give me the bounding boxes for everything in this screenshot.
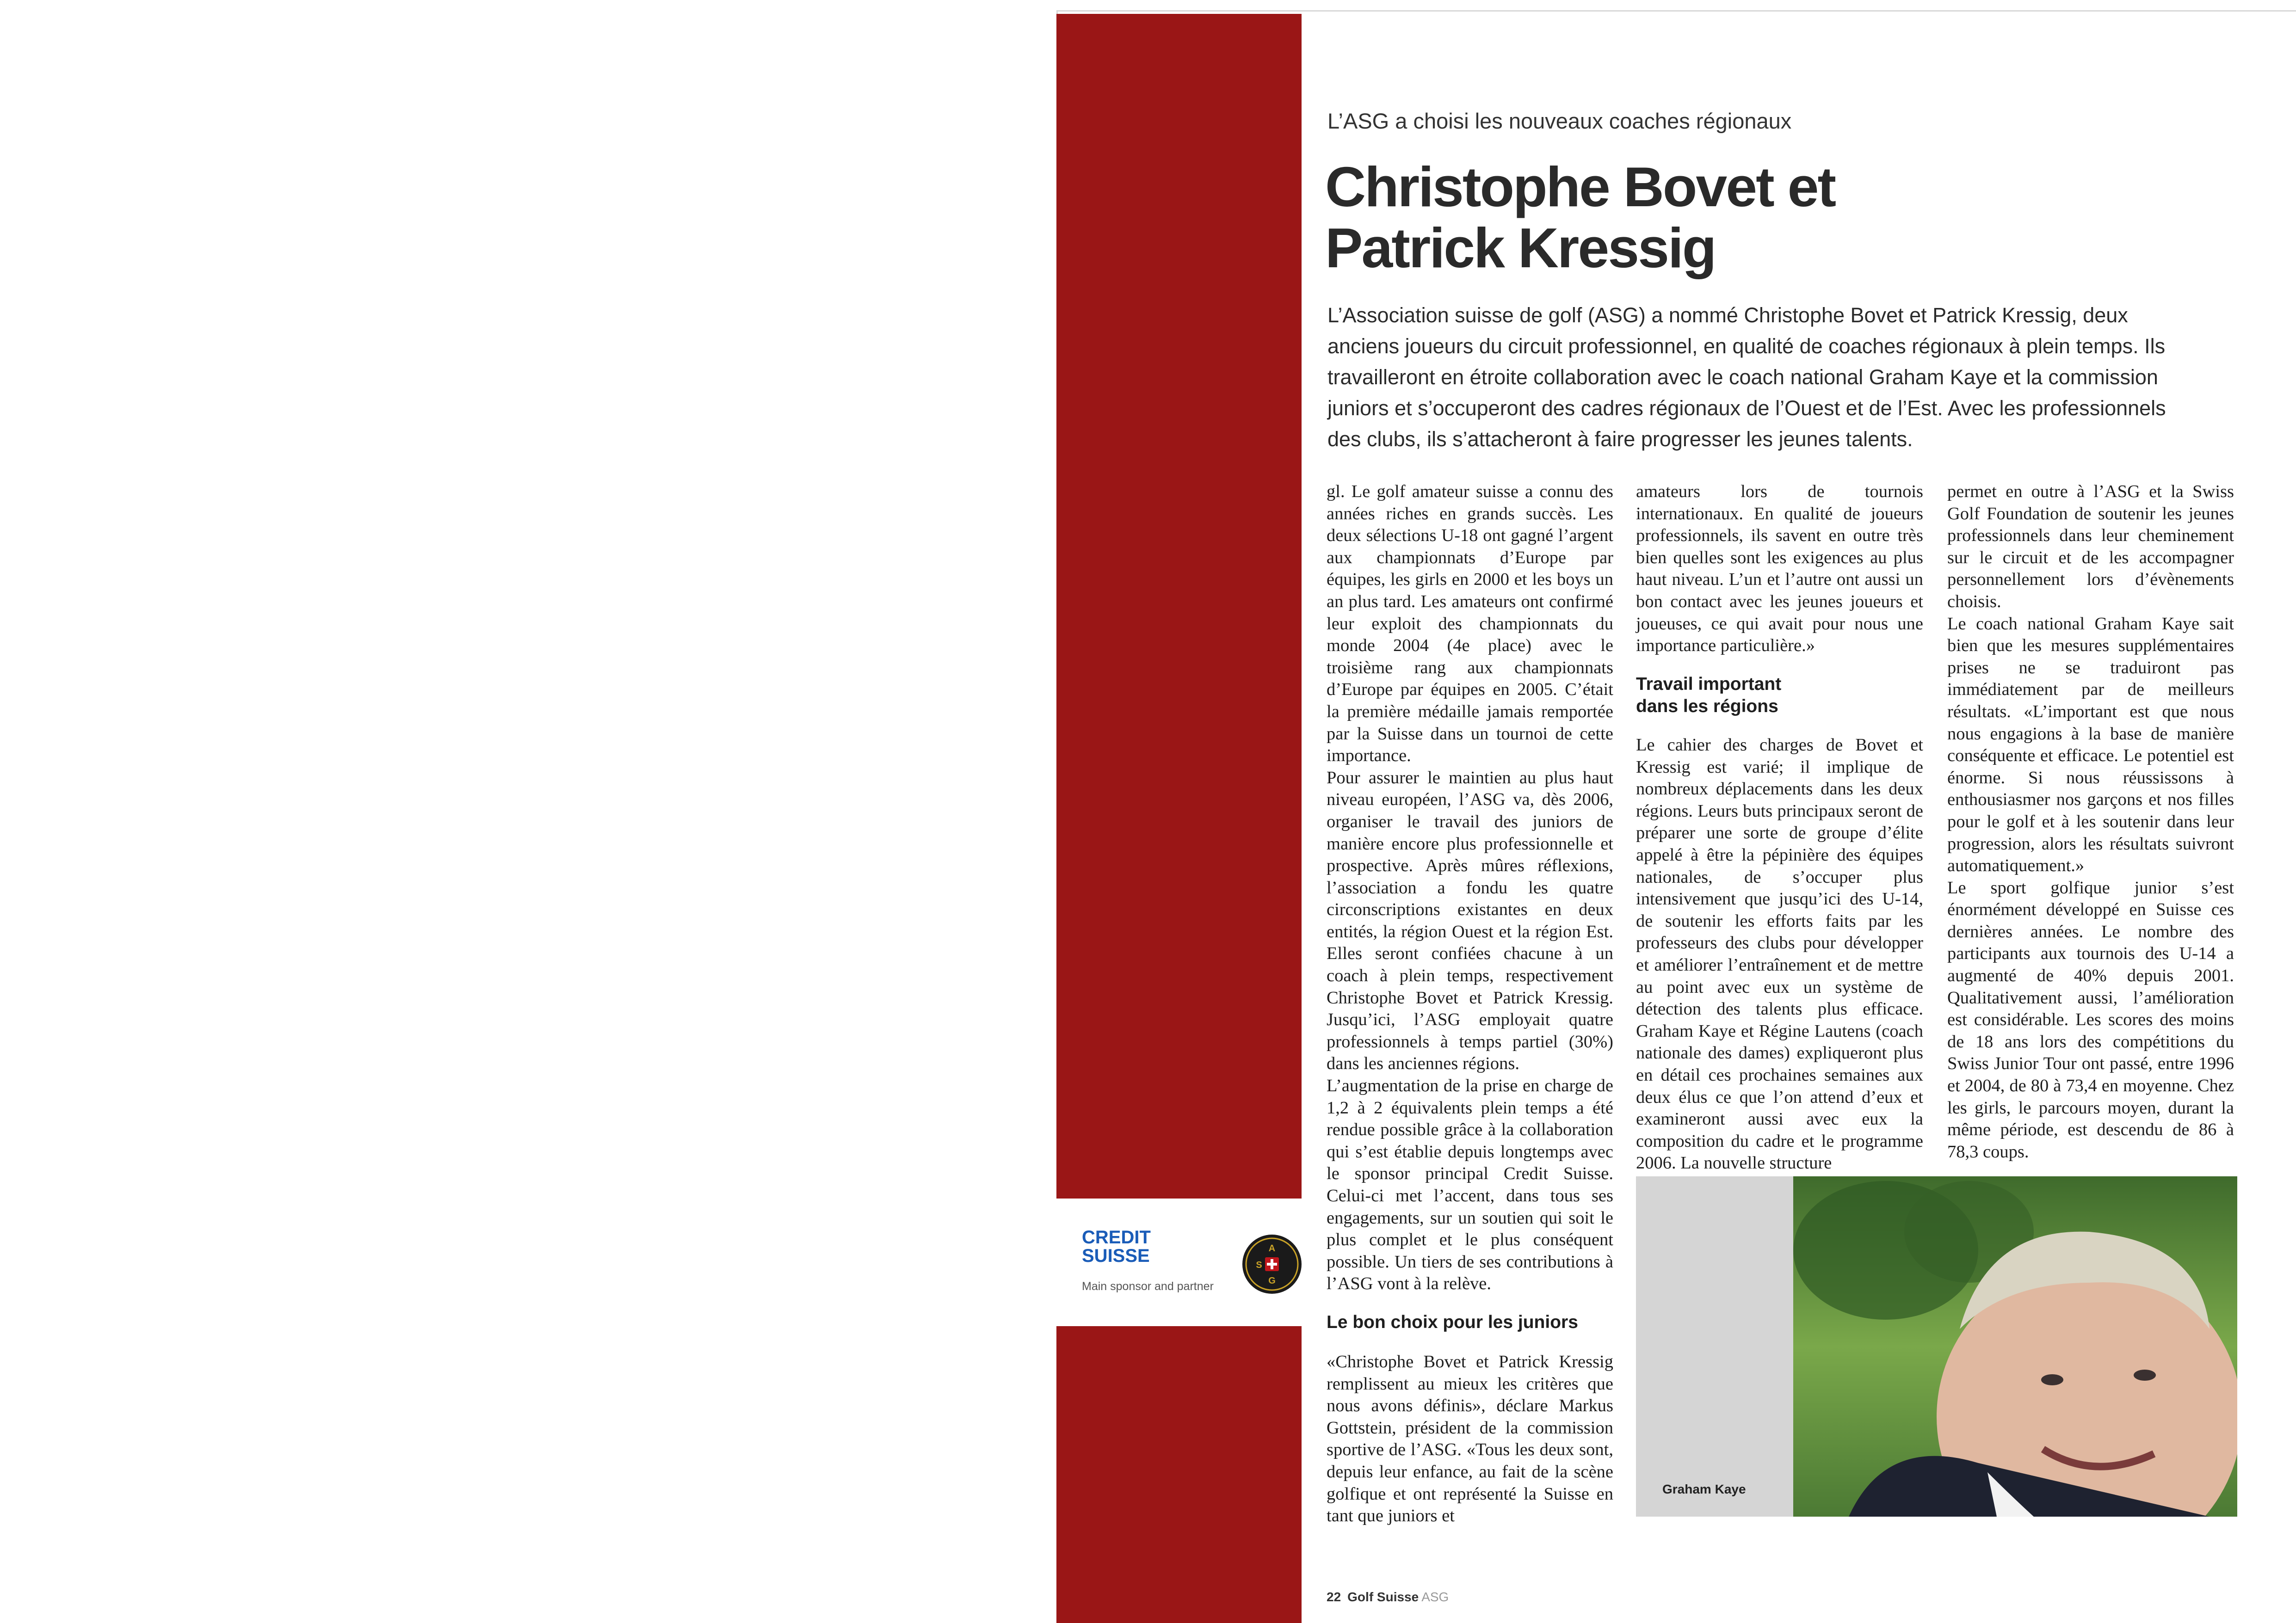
portrait-image: [1793, 1176, 2237, 1517]
article-lead: [1327, 300, 2188, 455]
red-side-band-bottom: [1056, 1326, 1302, 1623]
page-number: 22: [1327, 1590, 1341, 1604]
coach-photo: [1636, 1176, 2237, 1517]
text-column-3: [1947, 481, 2234, 1163]
body-paragraph: «Christophe Bovet et Patrick Kressig remplissent au mieux les critères que nous avons définis», déclare Markus Gottstein, président de la commission sportive de l’ASG. «Tous les deux sont, depuis leur enfance, au fait de la scène golfique et ont représenté la Suisse en tant que juniors et: [1327, 1352, 1613, 1526]
svg-text:G: G: [1268, 1276, 1276, 1286]
lead-line: juniors et s’occuperont des cadres régionaux de l’Ouest et de l’Est. Avec les professionnels: [1327, 396, 2166, 420]
photo-caption: Graham Kaye: [1662, 1482, 1746, 1496]
text-column-2-continued: [1636, 734, 1923, 1174]
sponsor-block: [1056, 1199, 1302, 1326]
article-kicker: L’ASG a choisi les nouveaux coaches régionaux: [1327, 109, 1792, 133]
lead-line: L’Association suisse de golf (ASG) a nommé Christophe Bovet et Patrick Kressig, deux: [1327, 303, 2128, 327]
body-paragraph: Le coach national Graham Kaye sait bien que les mesures supplémentaires prises ne se traduiront pas immédiatement par de meilleurs résultats. «L’important est que nous nous engagions à la base de manière conséquente et efficace. Le potentiel est énorme. Si nous réussissons à enthousiasmer nos garçons et nos filles pour le golf et à les soutenir dans leur progression, alors les résultats suivront automatiquement.»: [1947, 614, 2234, 876]
body-paragraph: permet en outre à l’ASG et la Swiss Golf Foundation de soutenir les jeunes professionnels dans leur cheminement sur le circuit et de les accompagner personnellement lors d’évènements choisis.: [1947, 482, 2234, 611]
section-heading-juniors: Le bon choix pour les juniors: [1327, 1312, 1578, 1332]
svg-text:A: A: [1268, 1243, 1276, 1254]
sponsor-tagline: Main sponsor and partner: [1082, 1280, 1214, 1293]
credit-suisse-logo: [1082, 1228, 1151, 1265]
page-footer: [1327, 1590, 1449, 1605]
body-paragraph: Le cahier des charges de Bovet et Kressig est varié; il implique de nombreux déplacements dans les deux régions. Leurs buts principaux seront de préparer une sorte de groupe d’élite appelé à être la pépinière des équipes nationales, de s’occuper plus intensivement que jusqu’ici des U-14, de soutenir les efforts faits par les professeurs des clubs pour développer et améliorer l’entraînement et de mettre au point avec eux un système de détection des talents plus efficace. Graham Kaye et Régine Lautens (coach nationale des dames) expliqueront plus en détail ces prochaines semaines aux deux élus ce que l’on attend d’eux et examineront aussi avec eux la composition du cadre et le programme 2006. La nouvelle structure: [1636, 735, 1923, 1173]
text-column-1: [1327, 481, 1613, 1295]
body-paragraph: gl. Le golf amateur suisse a connu des années riches en grands succès. Les deux sélections U-18 ont gagné l’argent aux championnats d’Europe par équipes, les girls en 2000 et les boys un an plus tard. Les amateurs ont confirmé leur exploit des championnats du monde 2004 (4e place) avec le troisième rang aux championnats d’Europe par équipes en 2005. C’était la première médaille jamais remportée par la Suisse dans un tournoi de cette importance.: [1327, 482, 1613, 766]
title-line-1: Christophe Bovet et: [1325, 155, 1835, 218]
lead-line: travailleront en étroite collaboration avec le coach national Graham Kaye et la commission: [1327, 365, 2158, 389]
title-line-2: Patrick Kressig: [1325, 216, 1716, 279]
article-title: [1325, 156, 1835, 278]
svg-text:S: S: [1256, 1260, 1262, 1270]
body-paragraph: amateurs lors de tournois internationaux. En qualité de joueurs professionnels, ils savent en outre très bien quelles sont les exigences au plus haut niveau. L’un et l’autre ont aussi un bon contact avec les jeunes joueurs et joueuses, ce qui avait pour nous une importance particulière.»: [1636, 482, 1923, 656]
asg-seal-icon: [1241, 1233, 1303, 1296]
heading-line-2: dans les régions: [1636, 696, 1778, 716]
lead-line: des clubs, ils s’attacheront à faire progresser les jeunes talents.: [1327, 427, 1913, 451]
text-column-1-continued: [1327, 1351, 1613, 1527]
logo-line-2: SUISSE: [1082, 1246, 1150, 1266]
heading-line-1: Travail important: [1636, 674, 1782, 694]
body-paragraph: Le sport golfique junior s’est énormément développé en Suisse ces dernières années. Le nombre des participants aux tournois des U-14 a augmenté de 40% depuis 2001. Qualitativement aussi, l’amélioration est considérable. Les scores des moins de 18 ans lors des compétitions du Swiss Junior Tour ont passé, entre 1996 et 2004, de 80 à 73,4 en moyenne. Chez les girls, le parcours moyen, durant la même période, est descendu de 86 à 78,3 coups.: [1947, 878, 2234, 1162]
body-paragraph: Pour assurer le maintien au plus haut niveau européen, l’ASG va, dès 2006, organiser le travail des juniors de manière encore plus professionnelle et prospective. Après mûres réflexions, l’association a fondu les quatre circonscriptions existantes en deux entités, la région Ouest et la région Est. Elles seront confiées chacune à un coach à plein temps, respectivement Christophe Bovet et Patrick Kressig. Jusqu’ici, l’ASG employait quatre professionnels à temps partiel (30%) dans les anciennes régions.: [1327, 768, 1613, 1074]
text-column-2: [1636, 481, 1923, 657]
logo-line-1: CREDIT: [1082, 1227, 1151, 1248]
lead-line: anciens joueurs du circuit professionnel, en qualité de coaches régionaux à plein temps. Ils: [1327, 334, 2166, 358]
body-paragraph: L’augmentation de la prise en charge de 1,2 à 2 équivalents plein temps a été rendue possible grâce à la collaboration qui s’est établie depuis longtemps avec le sponsor principal Credit Suisse. Celui-ci met l’accent, dans tous ses engagements, sur un soutien qui soit le plus complet et le plus conséquent possible. Un tiers de ses contributions à l’ASG vont à la relève.: [1327, 1076, 1613, 1294]
magazine-name: Golf Suisse: [1347, 1590, 1419, 1604]
section-name: ASG: [1421, 1590, 1449, 1604]
section-heading-regions: [1636, 673, 1781, 718]
red-side-band-top: [1056, 14, 1302, 1199]
